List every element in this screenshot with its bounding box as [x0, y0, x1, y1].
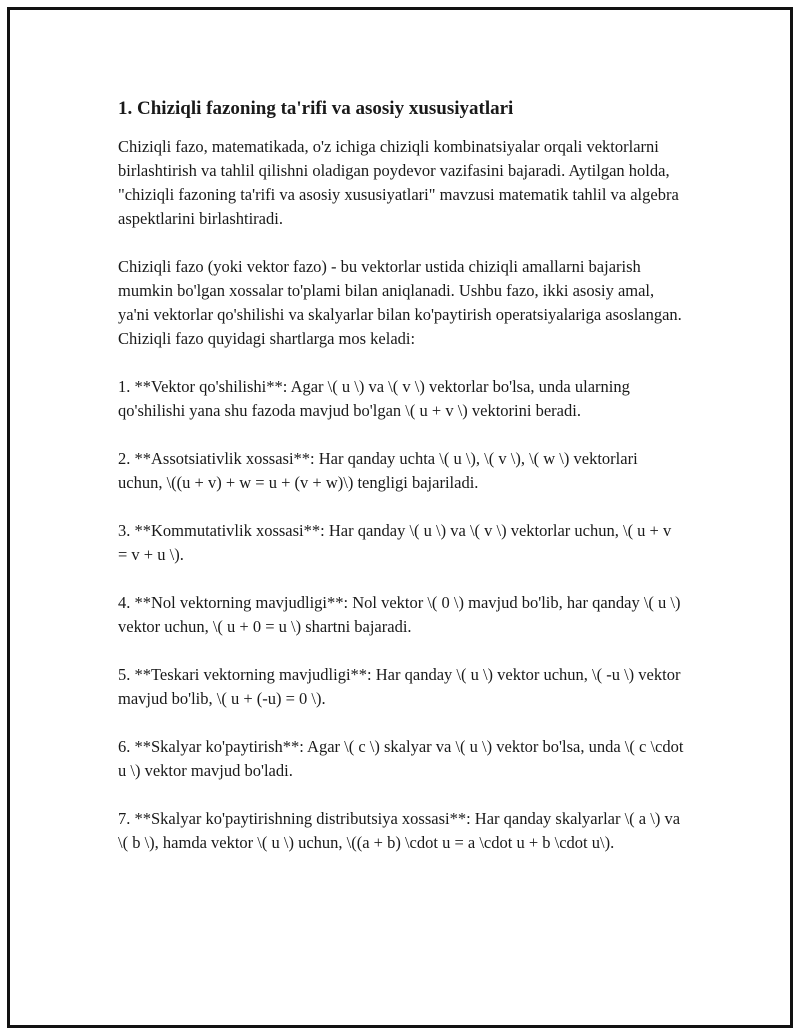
definition-paragraph: Chiziqli fazo (yoki vektor fazo) - bu vektorlar ustida chiziqli amallarni bajarish mumkin bo'lgan xossalar to'plami bilan aniqlanadi. Ushbu fazo, ikki asosiy amal, ya'ni vektorlar qo'shilishi va skalyarlar bilan ko'paytirish operatsiyalariga asoslangan. Chiziqli fazo quyidagi shartlarga mos keladi:	[118, 257, 682, 348]
property-item-7: 7. **Skalyar ko'paytirishning distributsiya xossasi**: Har qanday skalyarlar \( a \) va \( b \), hamda vektor \( u \) uchun, \((a + b) \cdot u = a \cdot u + b \cdot u\).	[118, 809, 681, 852]
property-item-3: 3. **Kommutativlik xossasi**: Har qanday \( u \) va \( v \) vektorlar uchun, \( u + v = v + u \).	[118, 521, 672, 564]
document-page	[7, 7, 793, 1028]
property-item-1: 1. **Vektor qo'shilishi**: Agar \( u \) va \( v \) vektorlar bo'lsa, unda ularning qo'shilishi yana shu fazoda mavjud bo'lgan \( u + v \) vektorini beradi.	[118, 377, 630, 420]
property-item-6: 6. **Skalyar ko'paytirish**: Agar \( c \) skalyar va \( u \) vektor bo'lsa, unda \( c \cdot u \) vektor mavjud bo'ladi.	[118, 737, 684, 780]
property-item-2: 2. **Assotsiativlik xossasi**: Har qanday uchta \( u \), \( v \), \( w \) vektorlari uchun, \((u + v) + w = u + (v + w)\) tengligi bajariladi.	[118, 449, 638, 492]
document-content	[118, 96, 684, 879]
property-item-5: 5. **Teskari vektorning mavjudligi**: Har qanday \( u \) vektor uchun, \( -u \) vektor mavjud bo'lib, \( u + (-u) = 0 \).	[118, 665, 681, 708]
intro-paragraph: Chiziqli fazo, matematikada, o'z ichiga chiziqli kombinatsiyalar orqali vektorlarni birlashtirish va tahlil qilishni oladigan poydevor vazifasini bajaradi. Aytilgan holda, "chiziqli fazoning ta'rifi va asosiy xususiyatlari" mavzusi matematik tahlil va algebra aspektlarini birlashtiradi.	[118, 137, 679, 228]
document-title: 1. Chiziqli fazoning ta'rifi va asosiy xususiyatlari	[118, 98, 514, 119]
property-item-4: 4. **Nol vektorning mavjudligi**: Nol vektor \( 0 \) mavjud bo'lib, har qanday \( u \) vektor uchun, \( u + 0 = u \) shartni bajaradi.	[118, 593, 681, 636]
